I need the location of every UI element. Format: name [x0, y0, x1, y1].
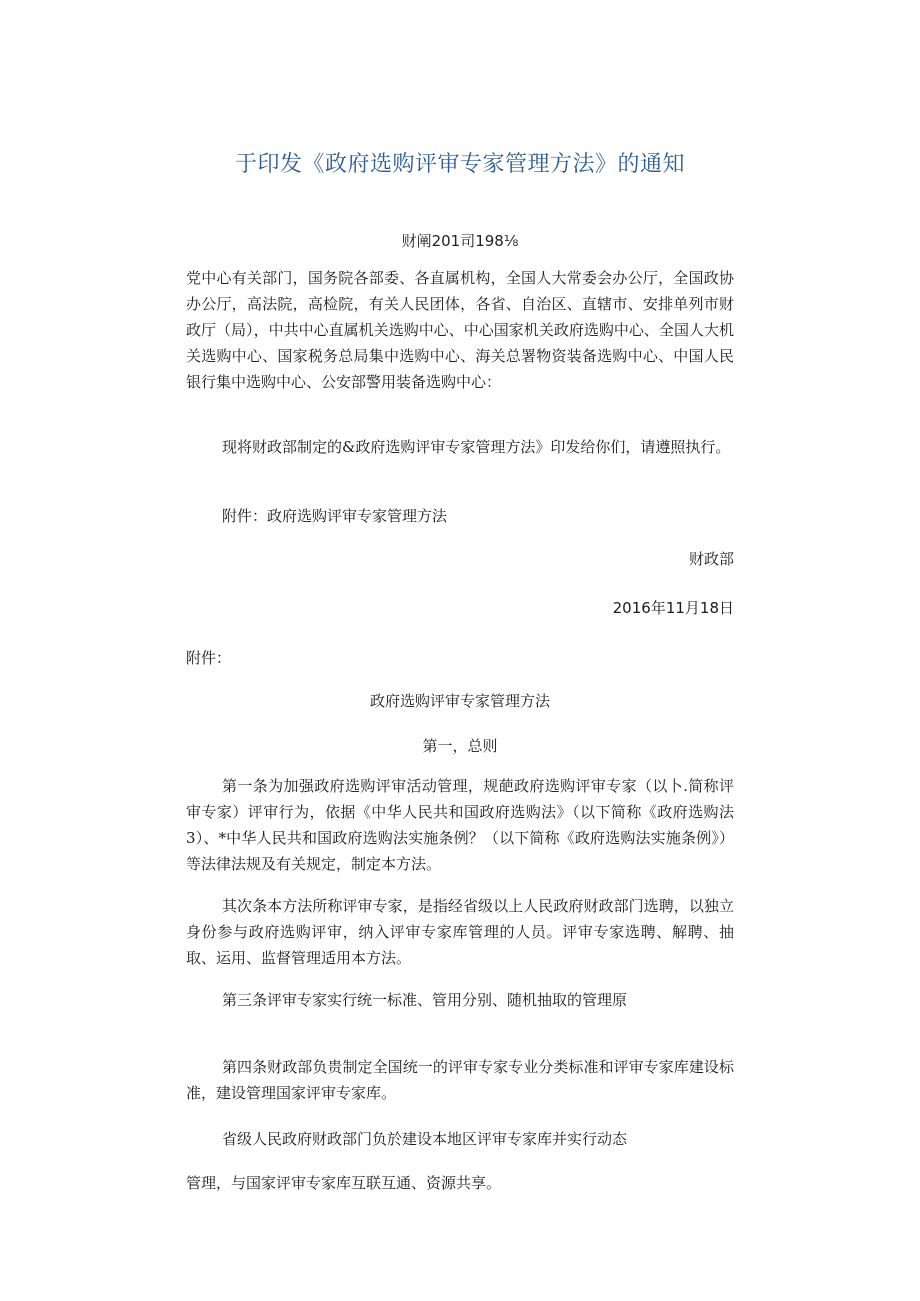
article-paragraph: 第四条财政部负贵制定全国统一的评审专家专业分类标准和评审专家库建设标准，建设管理国家评审专家库。 [186, 1058, 734, 1102]
issue-date: 2016年11月18日 [612, 599, 734, 617]
article-paragraph: 其次条本方法所称评审专家，是指经省级以上人民政府财政部门选聘，以独立身份参与政府选购评审，纳入评审专家库管理的人员。评审专家选聘、解聘、抽取、运用、监督管理适用本方法。 [186, 897, 734, 967]
article-paragraph: 省级人民政府财政部门负於建设本地区评审专家库并实行动态 [222, 1130, 628, 1148]
issuer-signature: 财政部 [688, 550, 734, 568]
document-title: 于印发《政府选购评审专家管理方法》的通知 [234, 152, 685, 177]
article-paragraph: 第一条为加强政府选购评审活动管理，规葩政府选购评审专家（以卜.简称评审专家）评审行为，依据《中华人民共和国政府选购法》（以下简称《政府选购法3）、*中华人民共和国政府选购法实施条例？（以下简称《政府选购法实施条例》）等法律法规及有关规定，制定本方法。 [186, 777, 734, 873]
addressee-paragraph: 党中心有关部门，国务院各部委、各直属机构，全国人大常委会办公厅，全国政协办公厅，高法院，高检院，有关人民团体，各省、自治区、直辖市、安排单列市财政厅（局），中共中心直属机关选购中心、中心国家机关政府选购中心、全国人大机关选购中心、国家税务总局集中选购中心、海关总署物资装备选购中心、中国人民银行集中选购中心、公安部警用装备选购中心： [186, 269, 734, 391]
method-title: 政府选购评审专家管理方法 [369, 692, 550, 710]
document-number: 财阐201司198⅛ [401, 232, 519, 250]
attachment-label: 附件： [186, 649, 232, 667]
notice-body-paragraph: 现将财政部制定的&政府选购评审专家管理方法》印发给你们，请遵照执行。 [222, 438, 731, 456]
attachment-line: 附件：政府选购评审专家管理方法 [222, 507, 448, 525]
article-paragraph: 第三条评审专家实行统一标准、管用分别、随机抽取的管理原 [222, 991, 628, 1009]
article-paragraph: 管理，与国家评审专家库互联互通、资源共享。 [186, 1174, 502, 1192]
chapter-heading: 第一，总则 [422, 737, 498, 755]
